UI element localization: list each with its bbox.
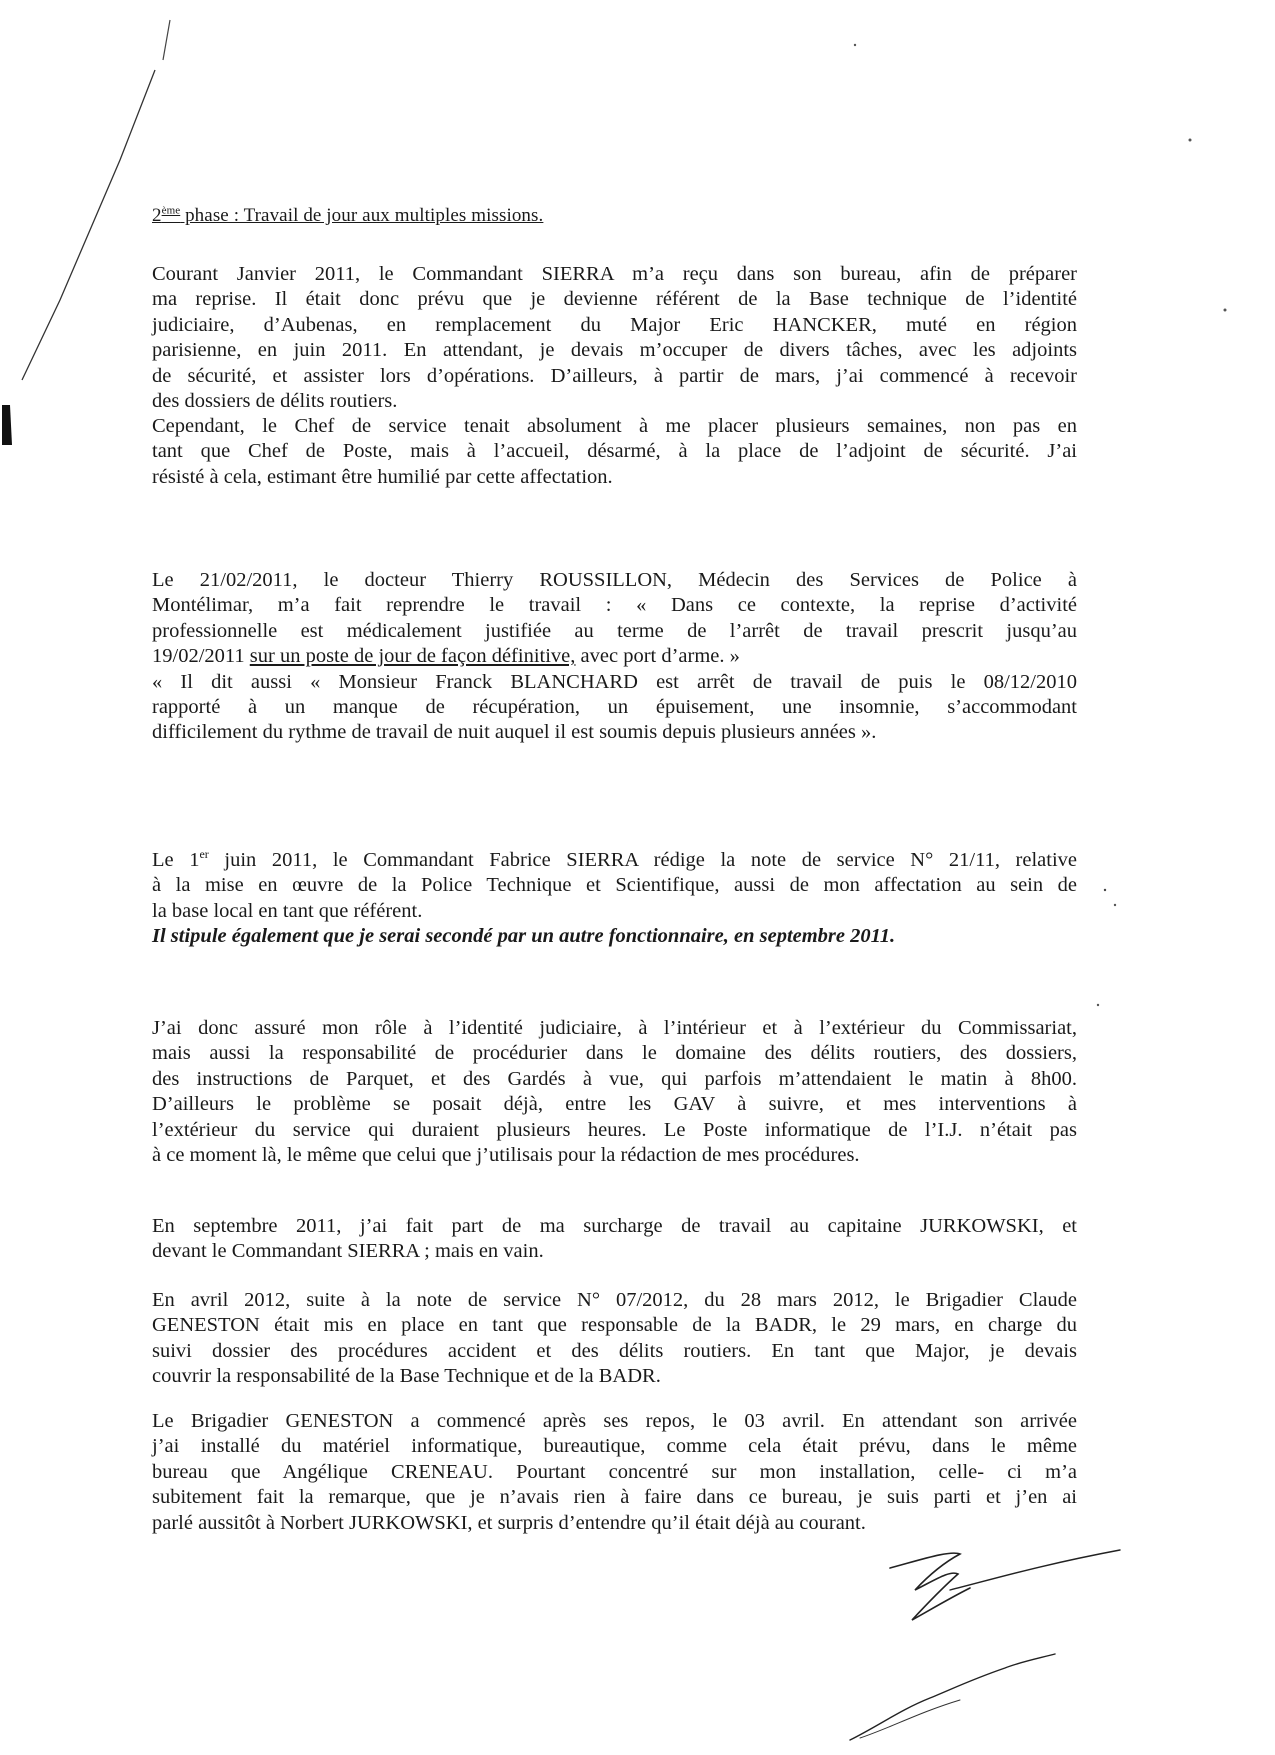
text-line: suivi dossier des procédures accident et des délits routiers. En tant que Major, je devais	[152, 1339, 1077, 1362]
paragraph-septembre-2011	[152, 1214, 1077, 1265]
text-line: Le Brigadier GENESTON a commencé après ses repos, le 03 avril. En attendant son arrivée	[152, 1410, 1077, 1432]
text-line: mais aussi la responsabilité de procédurier dans le domaine des délits routiers, des dossiers,	[152, 1042, 1077, 1065]
underlined-phrase: sur un poste de jour de façon définitive,	[249, 645, 576, 668]
text-line: à la mise en œuvre de la Police Technique et Scientifique, aussi de mon affectation au sein de	[152, 874, 1077, 897]
text-line: des instructions de Parquet, et des Gardés à vue, qui parfois m’attendaient le matin à 8h00.	[152, 1067, 1077, 1090]
text-line: judiciaire, d’Aubenas, en remplacement du Major Eric HANCKER, muté en région	[152, 313, 1077, 336]
text-line: Cependant, le Chef de service tenait absolument à me placer plusieurs semaines, non pas en	[152, 415, 1077, 437]
text-line: à ce moment là, le même que celui que j’utilisais pour la rédaction de mes procédures.	[152, 1144, 860, 1167]
text-line: de sécurité, et assister lors d’opérations. D’ailleurs, à partir de mars, j’ai commencé à recevoir	[152, 364, 1077, 387]
paragraph-medecin	[152, 568, 1077, 746]
text-line: « Il dit aussi « Monsieur Franck BLANCHARD est arrêt de travail de puis le 08/12/2010	[152, 670, 1077, 693]
text-line: Le 1er juin 2011, le Commandant Fabrice SIERRA rédige la note de service N° 21/11, relative	[152, 847, 1077, 871]
bold-italic-statement: Il stipule également que je serai secondé par un autre fonctionnaire, en septembre 2011.	[152, 925, 896, 948]
text-line: bureau que Angélique CRENEAU. Pourtant concentré sur mon installation, celle- ci m’a	[152, 1460, 1077, 1483]
text-line: GENESTON était mis en place en tant que responsable de la BADR, le 29 mars, en charge du	[152, 1314, 1077, 1337]
text-line: D’ailleurs le problème se posait déjà, entre les GAV à suivre, et mes interventions à	[152, 1093, 1077, 1116]
text-line: professionnelle est médicalement justifiée au terme de l’arrêt de travail prescrit jusqu’au	[152, 619, 1077, 642]
text-line: Montélimar, m’a fait reprendre le travail : « Dans ce contexte, la reprise d’activité	[152, 594, 1077, 617]
text-line: j’ai installé du matériel informatique, bureautique, comme cela était prévu, dans le même	[152, 1435, 1077, 1458]
text-line: En avril 2012, suite à la note de service N° 07/2012, du 28 mars 2012, le Brigadier Claude	[152, 1289, 1077, 1311]
text-line: parlé aussitôt à Norbert JURKOWSKI, et surpris d’entendre qu’il était déjà au courant.	[152, 1511, 866, 1534]
section-heading: 2ème phase : Travail de jour aux multiples missions.	[152, 204, 544, 226]
text-line: subitement fait la remarque, que je n’avais rien à faire dans ce bureau, je suis parti et j’en ai	[152, 1486, 1077, 1509]
text-line: la base local en tant que référent.	[152, 899, 423, 922]
paragraph-identite-judiciaire	[152, 1016, 1077, 1168]
paragraph-geneston	[152, 1409, 1077, 1536]
paragraph-avril-2012	[152, 1288, 1077, 1390]
paragraph-note-de-service	[152, 848, 1077, 950]
text-line: devant le Commandant SIERRA ; mais en vain.	[152, 1240, 544, 1263]
handwritten-signature	[840, 1540, 1170, 1750]
text-line: couvrir la responsabilité de la Base Technique et de la BADR.	[152, 1365, 661, 1388]
text-line: difficilement du rythme de travail de nuit auquel il est soumis depuis plusieurs années ».	[152, 721, 877, 744]
text-line: l’extérieur du service qui duraient plusieurs heures. Le Poste informatique de l’I.J. n’était pas	[152, 1118, 1077, 1141]
text-line: parisienne, en juin 2011. En attendant, je devais m’occuper de divers tâches, avec les adjoints	[152, 339, 1077, 362]
text-line: En septembre 2011, j’ai fait part de ma surcharge de travail au capitaine JURKOWSKI, et	[152, 1215, 1077, 1237]
text-line: Le 21/02/2011, le docteur Thierry ROUSSILLON, Médecin des Services de Police à	[152, 569, 1077, 591]
text-line: tant que Chef de Poste, mais à l’accueil, désarmé, à la place de l’adjoint de sécurité. J’ai	[152, 440, 1077, 463]
text-line: rapporté à un manque de récupération, un épuisement, une insomnie, s’accommodant	[152, 696, 1077, 719]
text-line: J’ai donc assuré mon rôle à l’identité judiciaire, à l’intérieur et à l’extérieur du Commissariat,	[152, 1017, 1077, 1039]
text-line: des dossiers de délits routiers.	[152, 390, 398, 413]
text-line: résisté à cela, estimant être humilié par cette affectation.	[152, 465, 613, 488]
paragraph-january-2011	[152, 262, 1077, 414]
text-line: ma reprise. Il était donc prévu que je devienne référent de la Base technique de l’identité	[152, 288, 1077, 311]
text-line: Courant Janvier 2011, le Commandant SIERRA m’a reçu dans son bureau, afin de préparer	[152, 263, 1077, 285]
text-line: 19/02/2011 sur un poste de jour de façon définitive, avec port d’arme. »	[152, 645, 740, 668]
paragraph-chef-de-service	[152, 414, 1077, 490]
